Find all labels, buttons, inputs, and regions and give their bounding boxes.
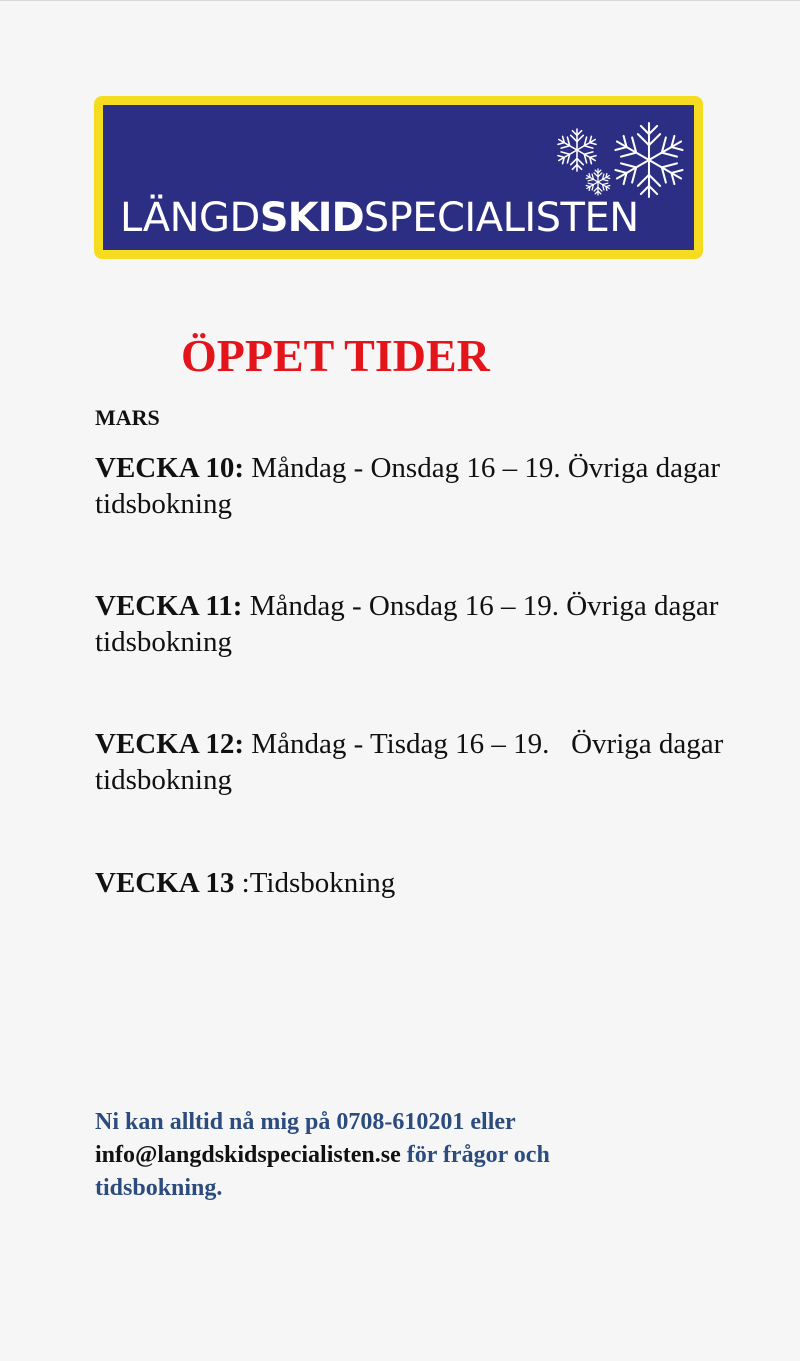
week-label: VECKA 12:: [95, 728, 245, 760]
week-entry: [95, 450, 735, 522]
company-logo: [94, 96, 703, 259]
snowflake-icon: [556, 129, 599, 171]
top-divider: [0, 0, 800, 1]
week-hours: Måndag - Onsdag 16 – 19. Övriga dagar tidsbokning: [95, 452, 721, 520]
week-hours: Måndag - Tisdag 16 – 19. Övriga dagar tidsbokning: [95, 728, 731, 796]
month-heading: MARS: [95, 405, 160, 430]
week-entry: [95, 588, 735, 660]
week-entry: [95, 726, 735, 798]
logo-text-suffix: SPECIALISTEN: [363, 195, 639, 241]
logo-wordmark: [120, 195, 639, 241]
contact-email[interactable]: info@langdskidspecialisten.se: [95, 1142, 401, 1168]
week-hours: Måndag - Onsdag 16 – 19. Övriga dagar tidsbokning: [95, 590, 719, 658]
logo-text-prefix: LÄNGD: [120, 195, 260, 241]
logo-text-bold: SKID: [259, 195, 364, 241]
week-label: VECKA 10:: [95, 452, 245, 484]
contact-info: [95, 1106, 655, 1205]
contact-text-before: Ni kan alltid nå mig på 0708-610201 eller: [95, 1109, 516, 1135]
week-entry: [95, 865, 735, 901]
week-label: VECKA 13: [95, 867, 235, 899]
contact-text-after: för frågor och tidsbokning.: [95, 1142, 550, 1201]
week-hours: :Tidsbokning: [234, 867, 396, 899]
page-title: ÖPPET TIDER: [181, 330, 490, 381]
week-label: VECKA 11:: [95, 590, 243, 622]
snowflake-icon: [585, 169, 611, 195]
snowflake-icon: [611, 123, 686, 197]
